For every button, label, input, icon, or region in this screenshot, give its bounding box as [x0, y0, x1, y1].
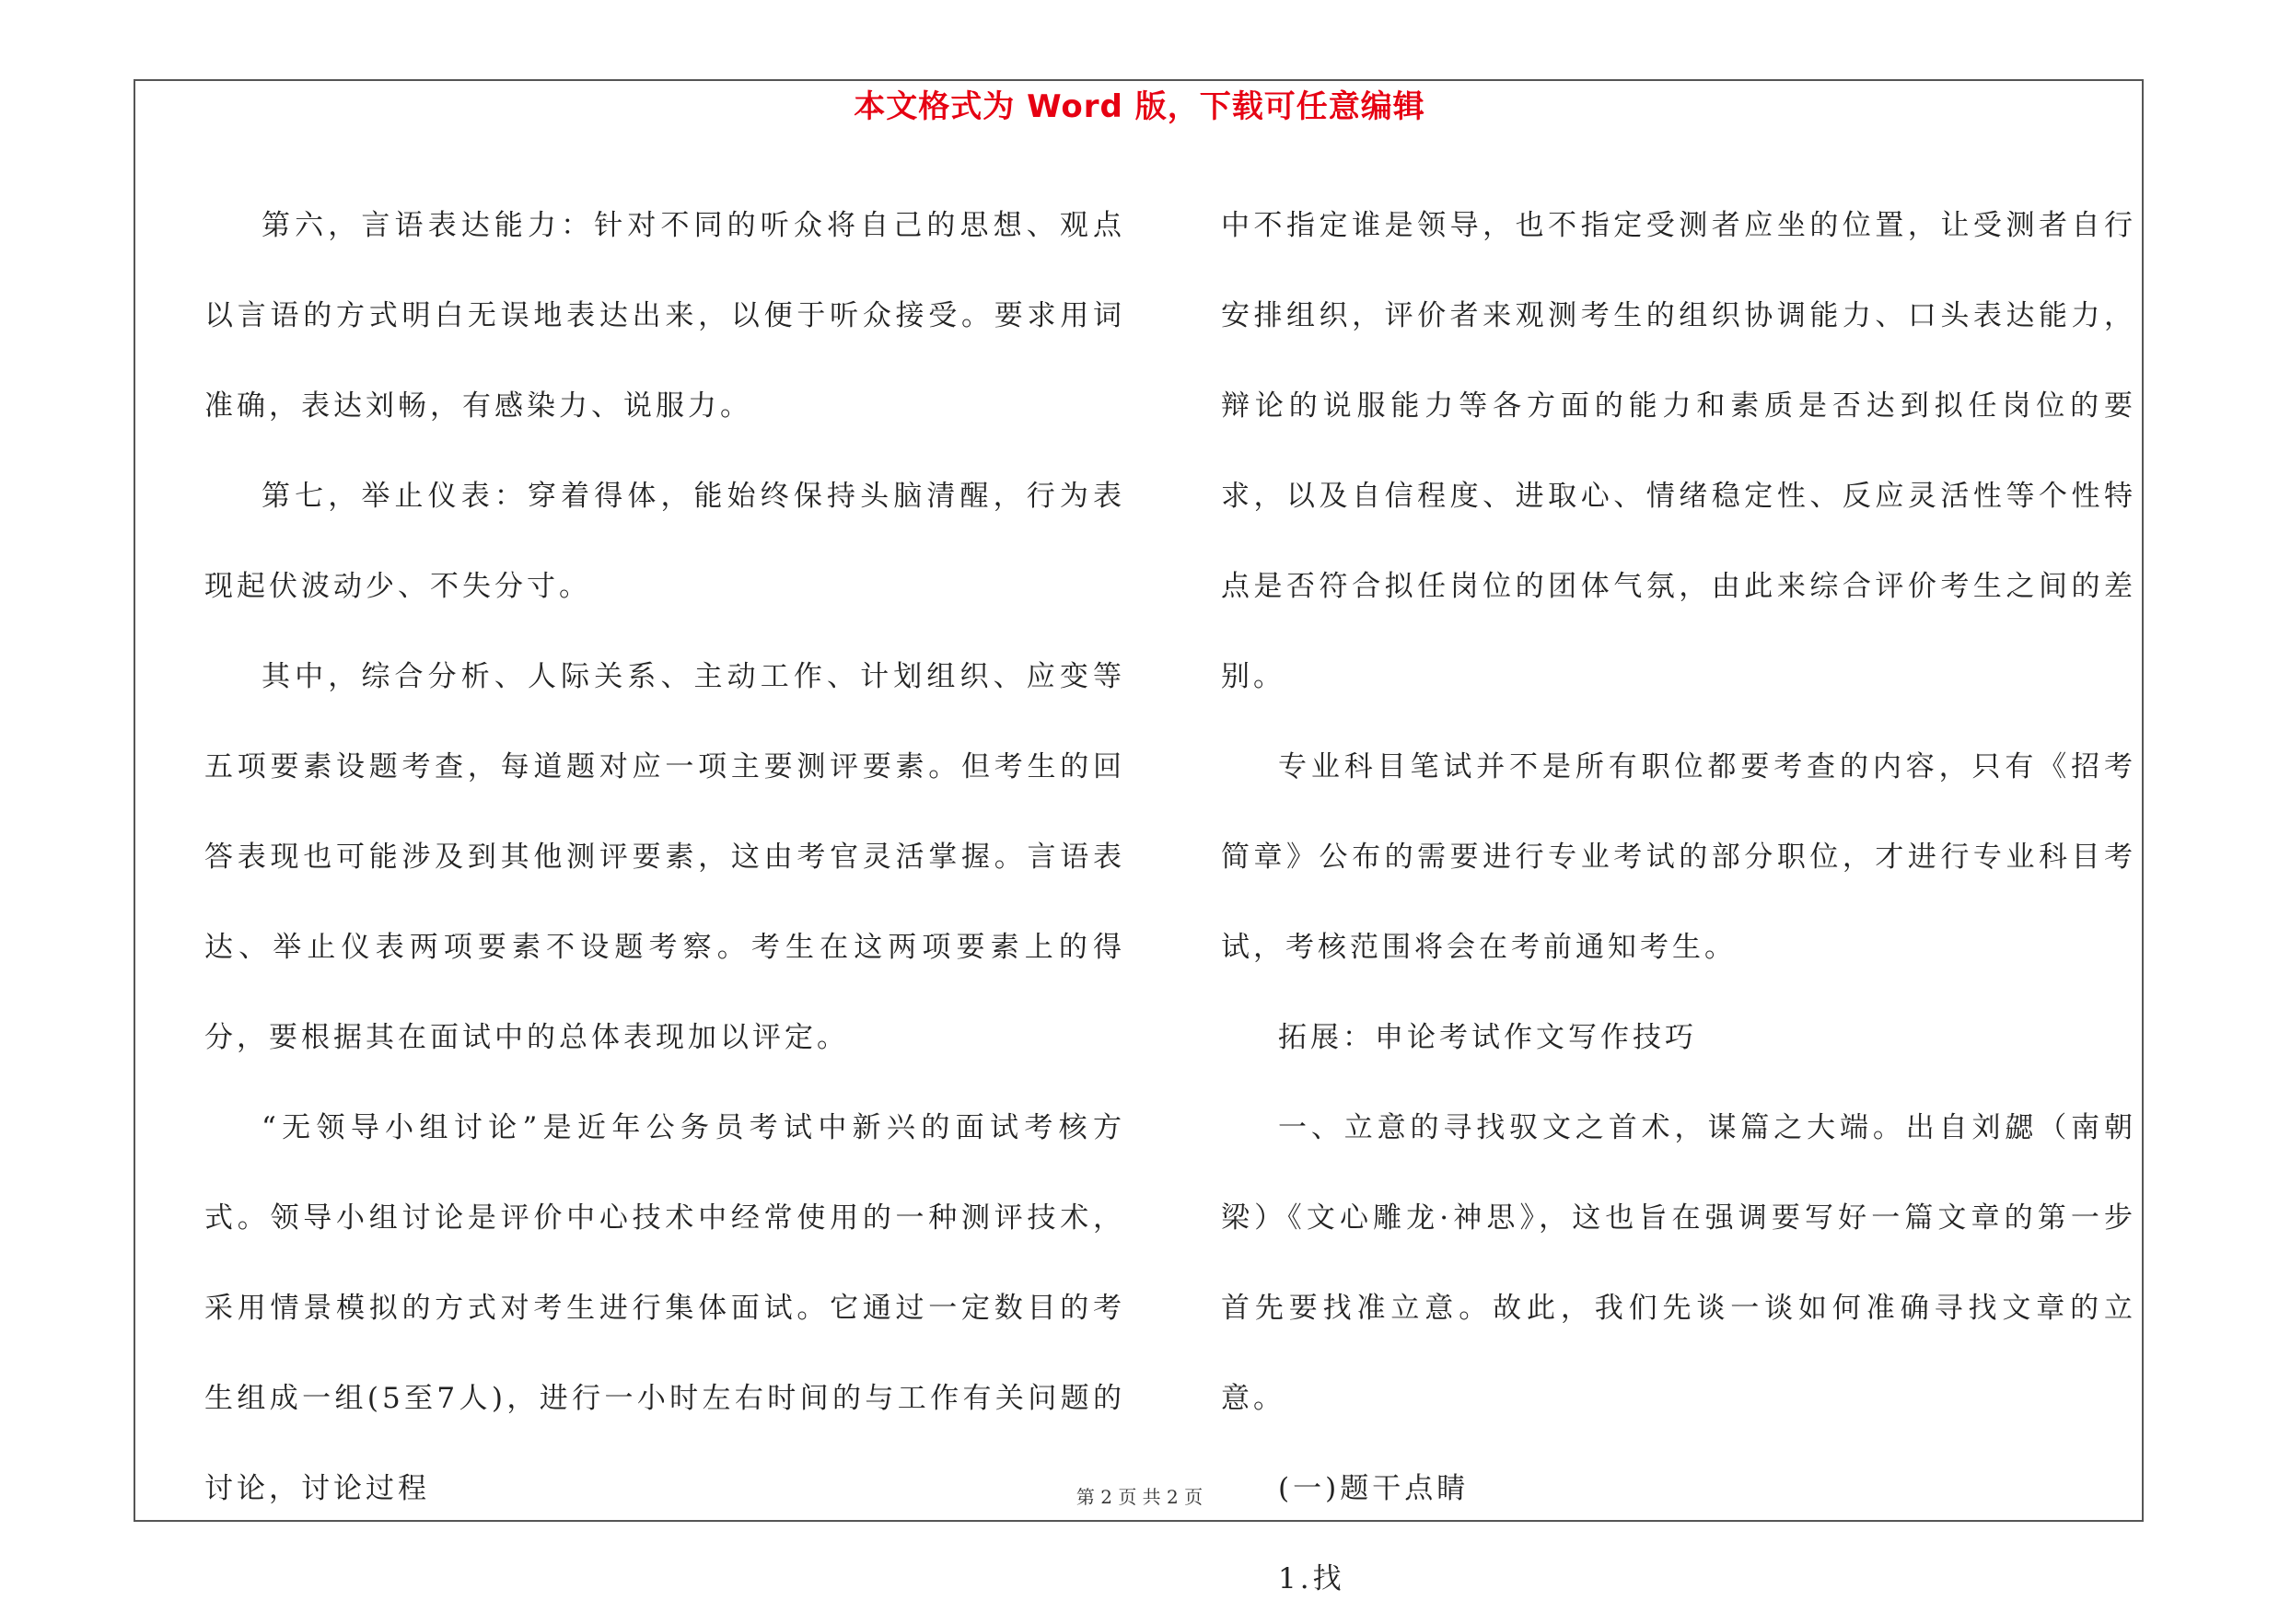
right-column — [1221, 180, 2136, 1624]
list-item: 1.找 — [1278, 1562, 1345, 1595]
header-title: 本文格式为 Word 版，下载可任意编辑 — [854, 88, 1425, 125]
paragraph: 一、立意的寻找驭文之首术，谋篇之大端。出自刘勰（南朝 梁）《文心雕龙·神思》，这也旨在强调要写好一篇文章的第一步首先要找准立意。故此，我们先谈一谈如何准确寻找文章的立意。 — [1221, 1111, 2136, 1415]
paragraph: 其中，综合分析、人际关系、主动工作、计划组织、应变等五项要素设题考查，每道题对应一项主要测评要素。但考生的回答表现也可能涉及到其他测评要素，这由考官灵活掌握。言语表达、举止仪表两项要素不设题考察。考生在这两项要素上的得分，要根据其在面试中的总体表现加以评定。 — [204, 660, 1125, 1054]
paragraph: 第六，言语表达能力：针对不同的听众将自己的思想、观点以言语的方式明白无误地表达出来，以便于听众接受。要求用词准确，表达刘畅，有感染力、说服力。 — [204, 209, 1125, 423]
paragraph-continuation: 中不指定谁是领导，也不指定受测者应坐的位置，让受测者自行安排组织，评价者来观测考生的组织协调能力、口头表达能力，辩论的说服能力等各方面的能力和素质是否达到拟任岗位的要求，以及自信程度、进取心、情绪稳定性、反应灵活性等个性特点是否符合拟任岗位的团体气氛，由此来综合评价考生之间的差别。 — [1221, 209, 2136, 693]
section-heading: 拓展：申论考试作文写作技巧 — [1278, 1021, 1697, 1054]
subsection-heading: (一)题干点睛 — [1278, 1472, 1470, 1505]
paragraph: 第七，举止仪表：穿着得体，能始终保持头脑清醒，行为表现起伏波动少、不失分寸。 — [204, 480, 1125, 603]
paragraph: “无领导小组讨论”是近年公务员考试中新兴的面试考核方式。领导小组讨论是评价中心技术中经常使用的一种测评技术，采用情景模拟的方式对考生进行集体面试。它通过一定数目的考生组成一组(5至7人)，进行一小时左右时间的与工作有关问题的讨论，讨论过程 — [204, 1111, 1125, 1505]
paragraph: 专业科目笔试并不是所有职位都要考查的内容，只有《招考简章》公布的需要进行专业考试的部分职位，才进行专业科目考试，考核范围将会在考前通知考生。 — [1221, 750, 2136, 964]
page-number: 第 2 页 共 2 页 — [1076, 1486, 1203, 1508]
left-column — [204, 180, 1125, 1534]
